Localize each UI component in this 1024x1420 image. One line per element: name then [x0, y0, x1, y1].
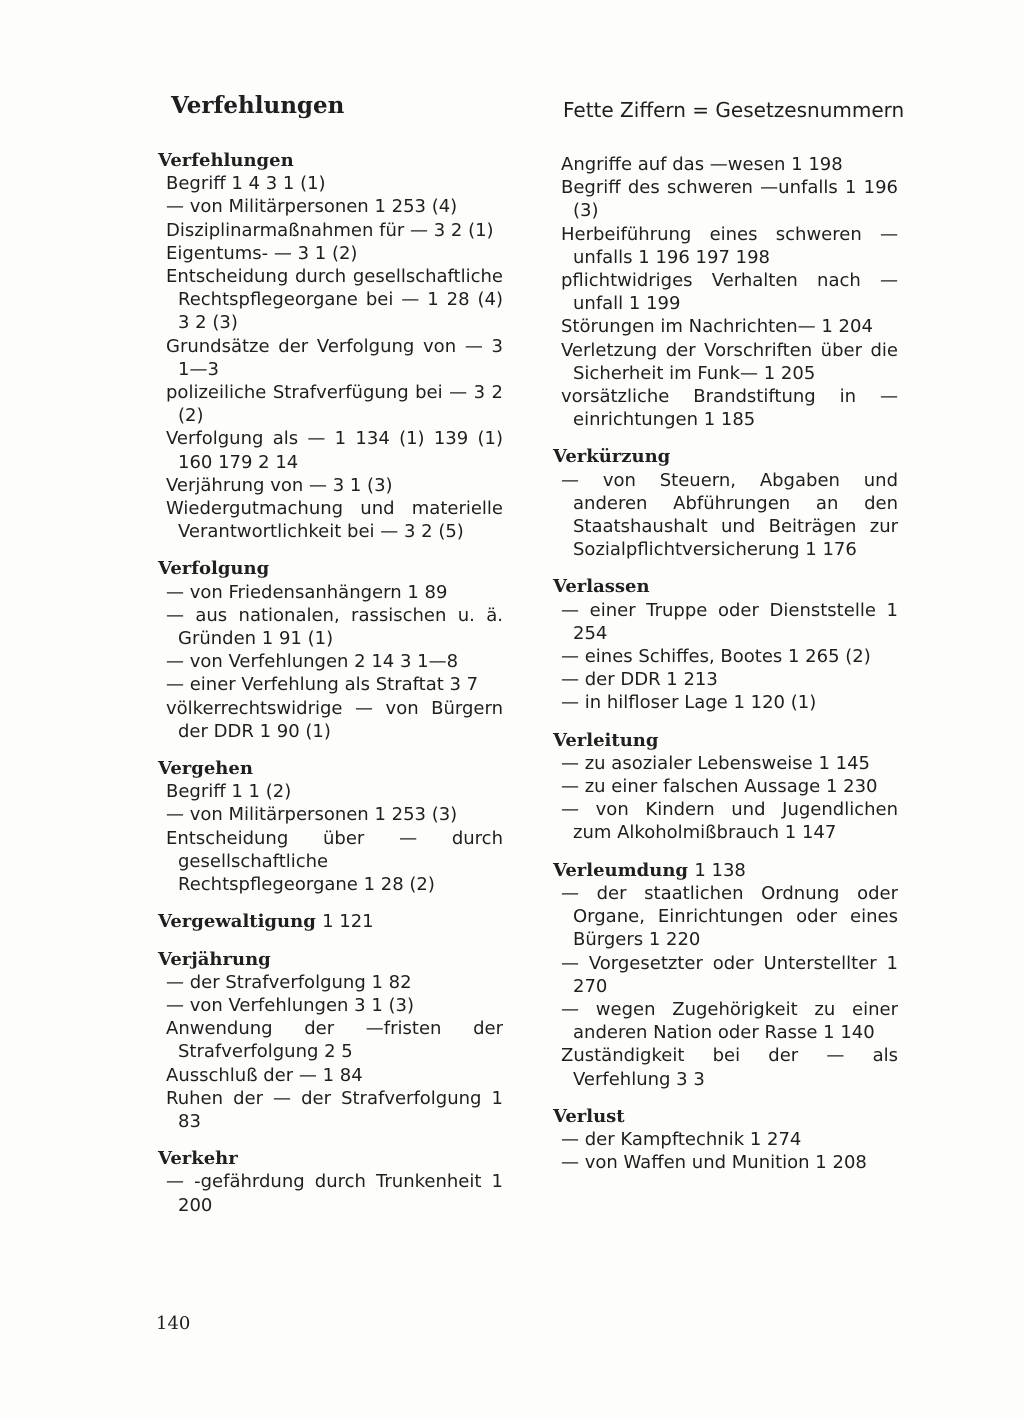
entry-heading	[553, 445, 898, 468]
entry-subentry: Verfolgung als — 1 134 (1) 139 (1) 160 179 2 14	[166, 428, 503, 473]
entry-heading	[553, 859, 898, 882]
entry-heading-text: Verlassen	[553, 576, 650, 598]
entry-subentry: — von Verfehlungen 3 1 (3)	[166, 994, 415, 1016]
entry-subentry: vorsätzliche Brandstiftung in —einrichtungen 1 185	[561, 386, 898, 431]
entry-subentry: Begriff des schweren —unfalls 1 196 (3)	[561, 177, 898, 222]
entry-subentry: — zu einer falschen Aussage 1 230	[561, 776, 878, 798]
entry-subentry: — von Verfehlungen 2 14 3 1—8	[166, 651, 459, 673]
index-entry	[553, 445, 898, 561]
index-entry	[553, 575, 898, 714]
entry-subentry: — der DDR 1 213	[561, 669, 718, 691]
entry-subentry: — einer Verfehlung als Straftat 3 7	[166, 674, 479, 696]
entry-subentry: Begriff 1 1 (2)	[166, 781, 292, 803]
entry-subentry: Störungen im Nachrichten— 1 204	[561, 316, 873, 338]
entry-subentry: — Vorgesetzter oder Unterstellter 1 270	[561, 952, 898, 997]
entry-subentry: — von Friedensanhängern 1 89	[166, 581, 448, 603]
entry-subentry: — zu asozialer Lebensweise 1 145	[561, 752, 870, 774]
entry-subentry: — von Militärpersonen 1 253 (3)	[166, 804, 458, 826]
entry-subentry: — von Steuern, Abgaben und anderen Abführungen an den Staatshaushalt und Beiträgen zur Sozialpflichtversicherung 1 176	[561, 469, 898, 561]
entry-subentry: — aus nationalen, rassischen u. ä. Gründen 1 91 (1)	[166, 604, 503, 650]
entry-subentry: völkerrechtswidrige — von Bürgern der DDR 1 90 (1)	[166, 697, 503, 742]
index-column-left	[158, 149, 503, 1231]
index-entry	[158, 948, 503, 1134]
entry-subentry: — -gefährdung durch Trunkenheit 1 200	[166, 1171, 503, 1216]
entry-subentry: Verjährung von — 3 1 (3)	[166, 474, 393, 496]
entry-heading-text: Verleumdung	[553, 859, 689, 881]
entry-subentry: Anwendung der —fristen der Strafverfolgung 2 5	[166, 1018, 503, 1063]
entry-heading-ref: 1 121	[322, 911, 374, 933]
entry-subentry: pflichtwidriges Verhalten nach —unfall 1 199	[561, 270, 898, 315]
entry-heading	[553, 1105, 898, 1128]
entry-heading	[158, 1147, 503, 1170]
index-entry	[553, 1105, 898, 1175]
entry-subentry: Disziplinarmaßnahmen für — 3 2 (1)	[166, 219, 494, 241]
entry-heading-text: Verlust	[553, 1105, 625, 1127]
entry-heading-text: Verkürzung	[553, 446, 671, 468]
entry-subentry: — wegen Zugehörigkeit zu einer anderen Nation oder Rasse 1 140	[561, 998, 898, 1044]
index-entry	[553, 729, 898, 845]
index-entry	[158, 910, 503, 933]
entry-heading	[158, 557, 503, 580]
entry-subentry: — von Kindern und Jugendlichen zum Alkoholmißbrauch 1 147	[561, 799, 898, 844]
index-entry	[553, 859, 898, 1091]
entry-subentry: Verletzung der Vorschriften über die Sicherheit im Funk— 1 205	[561, 339, 898, 384]
entry-heading-text: Verfolgung	[158, 558, 270, 580]
entry-subentry: Wiedergutmachung und materielle Verantwortlichkeit bei — 3 2 (5)	[166, 498, 503, 543]
entry-subentry: — in hilfloser Lage 1 120 (1)	[561, 692, 817, 714]
entry-heading	[553, 729, 898, 752]
entry-subentry: — eines Schiffes, Bootes 1 265 (2)	[561, 646, 871, 668]
entry-heading-text: Vergewaltigung	[158, 911, 316, 933]
entry-subentry: — von Militärpersonen 1 253 (4)	[166, 196, 458, 218]
entry-subentry: Grundsätze der Verfolgung von — 3 1—3	[166, 335, 503, 380]
entry-subentry: Entscheidung durch gesellschaftliche Rechtspflegeorgane bei — 1 28 (4) 3 2 (3)	[166, 266, 503, 334]
entry-heading-text: Verfehlungen	[158, 150, 294, 171]
entry-subentry: — der staatlichen Ordnung oder Organe, Einrichtungen oder eines Bürgers 1 220	[561, 882, 898, 951]
entry-subentry: Eigentums- — 3 1 (2)	[166, 242, 358, 264]
entry-heading	[158, 910, 503, 933]
entry-subentry: Ausschluß der — 1 84	[166, 1064, 363, 1086]
entry-subentry: — einer Truppe oder Dienststelle 1 254	[561, 599, 898, 644]
running-head: Verfehlungen	[171, 92, 345, 119]
entry-subentry: Entscheidung über — durch gesellschaftliche Rechtspflegeorgane 1 28 (2)	[166, 827, 503, 896]
entry-heading-ref: 1 138	[694, 859, 746, 881]
entry-heading	[158, 948, 503, 971]
entry-heading-text: Vergehen	[158, 758, 253, 780]
legend: Fette Ziffern = Gesetzesnummern	[563, 98, 905, 122]
index-entry	[158, 757, 503, 896]
index-entry	[158, 557, 503, 743]
entry-heading-text: Verkehr	[158, 1148, 238, 1170]
entry-subentry: — der Strafverfolgung 1 82	[166, 971, 412, 993]
entry-subentry: Zuständigkeit bei der — als Verfehlung 3 3	[561, 1045, 898, 1090]
index-entry	[158, 1147, 503, 1217]
index-column-right	[553, 153, 898, 1188]
entry-subentry: Ruhen der — der Strafverfolgung 1 83	[166, 1087, 503, 1132]
page-number: 140	[156, 1313, 191, 1334]
entry-subentry: polizeiliche Strafverfügung bei — 3 2 (2)	[166, 382, 503, 427]
entry-heading-text: Verjährung	[158, 948, 271, 970]
entry-subentry: Begriff 1 4 3 1 (1)	[166, 173, 326, 195]
entry-heading	[158, 757, 503, 780]
entry-subentry: — der Kampftechnik 1 274	[561, 1128, 802, 1150]
index-entry	[553, 153, 898, 431]
entry-subentry: Angriffe auf das —wesen 1 198	[561, 154, 843, 175]
entry-subentry: Herbeiführung eines schweren —unfalls 1 196 197 198	[561, 223, 898, 268]
entry-subentry: — von Waffen und Munition 1 208	[561, 1152, 867, 1174]
entry-heading	[553, 575, 898, 598]
entry-heading-text: Verleitung	[553, 729, 659, 751]
index-entry	[158, 149, 503, 543]
entry-heading	[158, 149, 503, 172]
